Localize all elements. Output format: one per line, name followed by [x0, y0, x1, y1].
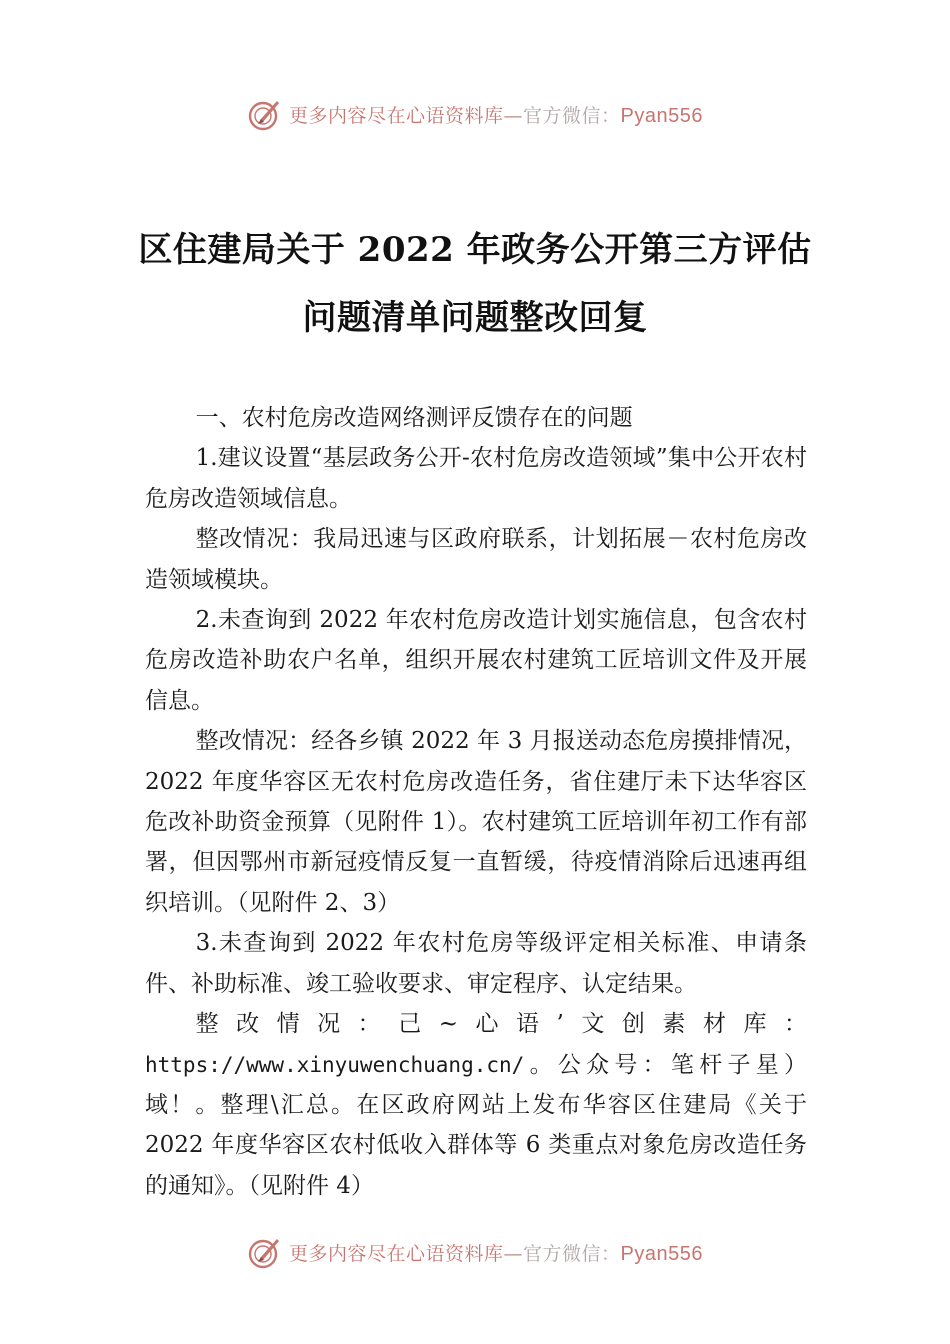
rectification-2: 整改情况：经各乡镇 2022 年 3 月报送动态危房摸排情况，2022 年度华容区无农村危房改造任务，省住建厅未下达华容区危改补助资金预算（见附件 1）。农村建筑工匠培训年初工作有部署，但因鄂州市新冠疫情反复一直暂缓，待疫情消除后迅速再组织培训。（见附件 2、3）: [145, 728, 807, 916]
quill-pen-logo-icon: [247, 1234, 283, 1270]
watermark-text: 更多内容尽在心语资料库—官方微信：Pyan556: [289, 1242, 703, 1265]
rectification-3: 整改情况：己~心语’文创素材库：https://www.xinyuwenchuang.cn/。公众号：笔杆子星）域！。整理\汇总。在区政府网站上发布华容区住建局《关于 2022 年度华容区农村低收入群体等 6 类重点对象危房改造任务的通知》。（见附件 4）: [145, 1011, 807, 1199]
watermark-banner-top: [0, 94, 950, 134]
issue-item-3: 3.未查询到 2022 年农村危房等级评定相关标准、申请条件、补助标准、竣工验收要求、审定程序、认定结果。: [145, 930, 807, 997]
issue-item-2: 2.未查询到 2022 年农村危房改造计划实施信息，包含农村危房改造补助农户名单，组织开展农村建筑工匠培训文件及开展信息。: [145, 607, 807, 714]
issue-item-1: 1.建议设置“基层政务公开-农村危房改造领域”集中公开农村危房改造领域信息。: [145, 445, 807, 512]
website-url: https://www.xinyuwenchuang.cn/: [145, 1052, 525, 1077]
wechat-id: Pyan556: [620, 104, 703, 127]
document-body: [145, 398, 807, 1206]
page-title-line-2: 问题清单问题整改回复: [302, 298, 648, 338]
rectification-1: 整改情况：我局迅速与区政府联系，计划拓展－农村危房改造领域模块。: [145, 526, 807, 593]
page-title-line-1: 区住建局关于 2022 年政务公开第三方评估: [138, 230, 812, 270]
watermark-banner-bottom: [0, 1232, 950, 1272]
wechat-id: Pyan556: [620, 1242, 703, 1265]
quill-pen-logo-icon: [247, 96, 283, 132]
section-heading: 一、农村危房改造网络测评反馈存在的问题: [195, 405, 633, 431]
watermark-text: 更多内容尽在心语资料库—官方微信：Pyan556: [289, 104, 703, 127]
